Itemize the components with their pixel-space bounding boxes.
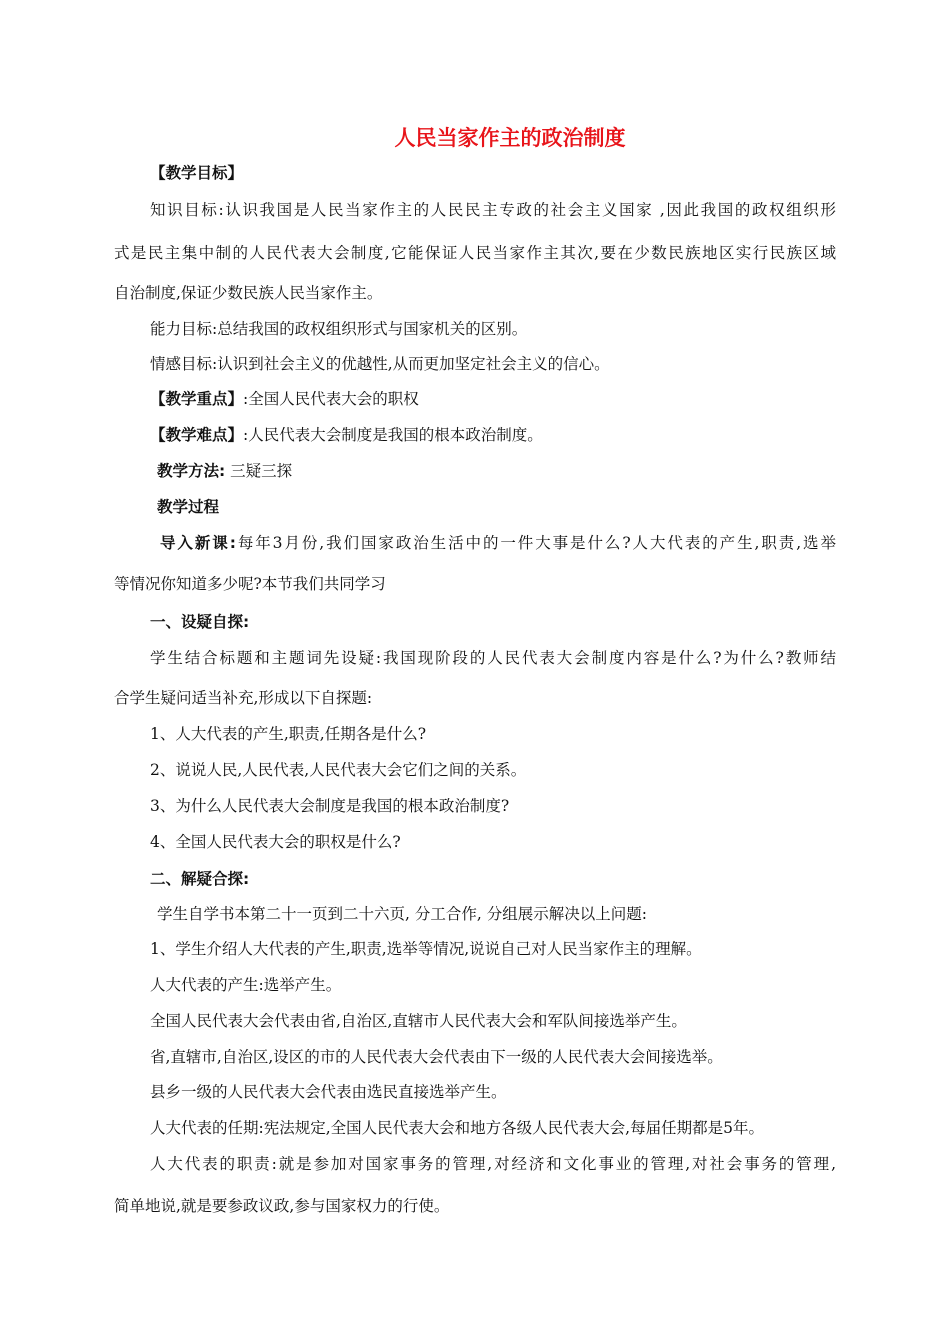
question-2: 2、说说人民,人民代表,人民代表大会它们之间的关系。 — [150, 761, 527, 779]
section2-line-3: 人大代表的产生:选举产生。 — [150, 976, 342, 994]
intro-text: 每年3月份,我们国家政治生活中的一件大事是什么?人大代表的产生,职责,选举 — [235, 534, 836, 552]
section1-heading: 一、设疑自探: — [150, 613, 250, 631]
intro-line-2: 等情况你知道多少呢?本节我们共同学习 — [114, 575, 386, 593]
teaching-method-text: 三疑三探 — [230, 462, 293, 480]
section2-line-2: 1、学生介绍人大代表的产生,职责,选举等情况,说说自己对人民当家作主的理解。 — [150, 940, 702, 958]
emotion-goal: 情感目标:认识到社会主义的优越性,从而更加坚定社会主义的信心。 — [150, 355, 610, 373]
key-point-label: 【教学重点】 — [150, 390, 244, 408]
process-heading: 教学过程 — [157, 498, 220, 516]
section2-line-5: 省,直辖市,自治区,设区的市的人民代表大会代表由下一级的人民代表大会间接选举。 — [150, 1048, 723, 1066]
difficulty-label: 【教学难点】 — [150, 426, 244, 444]
intro-line-1 — [160, 533, 836, 553]
question-4: 4、全国人民代表大会的职权是什么? — [150, 833, 401, 851]
knowledge-goal-line-3: 自治制度,保证少数民族人民当家作主。 — [114, 284, 383, 302]
section2-line-9: 简单地说,就是要参政议政,参与国家权力的行使。 — [114, 1197, 450, 1215]
objectives-heading: 【教学目标】 — [150, 164, 244, 182]
intro-label: 导入新课: — [160, 534, 236, 552]
section2-line-4: 全国人民代表大会代表由省,自治区,直辖市人民代表大会和军队间接选举产生。 — [150, 1012, 687, 1030]
ability-goal: 能力目标:总结我国的政权组织形式与国家机关的区别。 — [150, 320, 528, 338]
section2-line-8: 人大代表的职责:就是参加对国家事务的管理,对经济和文化事业的管理,对社会事务的管理, — [150, 1155, 836, 1173]
section2-heading: 二、解疑合探: — [150, 870, 250, 888]
section2-line-6: 县乡一级的人民代表大会代表由选民直接选举产生。 — [150, 1083, 507, 1101]
difficulty-text: :人民代表大会制度是我国的根本政治制度。 — [243, 426, 543, 444]
page-title: 人民当家作主的政治制度 — [394, 126, 626, 150]
question-3: 3、为什么人民代表大会制度是我国的根本政治制度? — [150, 797, 510, 815]
section1-para-line-1: 学生结合标题和主题词先设疑:我国现阶段的人民代表大会制度内容是什么?为什么?教师结 — [150, 649, 836, 667]
question-1: 1、人大代表的产生,职责,任期各是什么? — [150, 725, 427, 743]
teaching-method-label: 教学方法: — [157, 462, 226, 480]
key-point — [150, 389, 419, 409]
knowledge-goal-line-2: 式是民主集中制的人民代表大会制度,它能保证人民当家作主其次,要在少数民族地区实行民族区域 — [114, 244, 836, 262]
key-point-text: :全国人民代表大会的职权 — [243, 390, 419, 408]
section2-line-1: 学生自学书本第二十一页到二十六页, 分工合作, 分组展示解决以上问题: — [157, 905, 647, 923]
section2-line-7: 人大代表的任期:宪法规定,全国人民代表大会和地方各级人民代表大会,每届任期都是5年。 — [150, 1119, 764, 1137]
difficulty — [150, 425, 543, 445]
section1-para-line-2: 合学生疑问适当补充,形成以下自探题: — [114, 689, 373, 707]
knowledge-goal-line-1: 知识目标:认识我国是人民当家作主的人民民主专政的社会主义国家 ,因此我国的政权组织形 — [150, 201, 836, 219]
teaching-method — [157, 461, 292, 481]
